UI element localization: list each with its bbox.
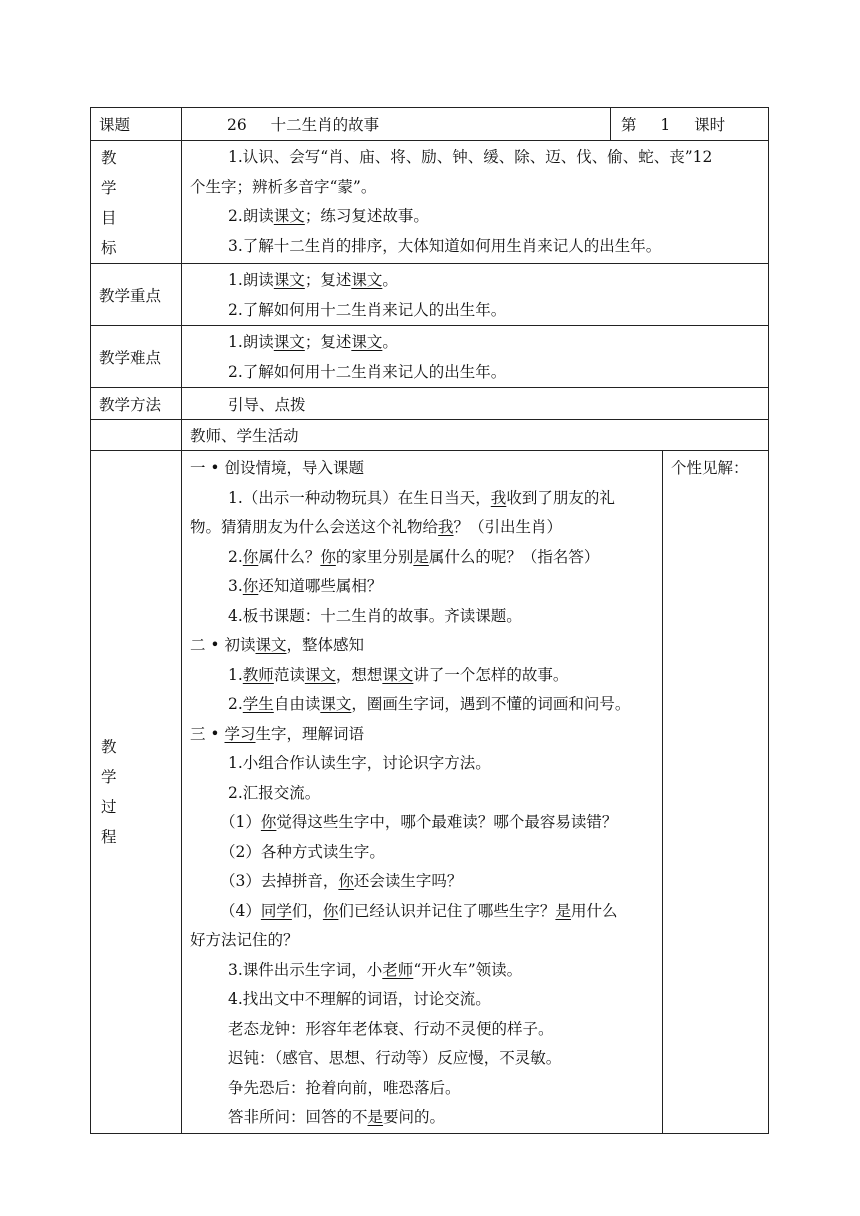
key-points-row — [91, 264, 769, 326]
objectives-row — [91, 141, 769, 264]
objectives-content — [182, 141, 769, 264]
difficulties-content — [182, 326, 769, 388]
s3-line-4: （2）各种方式读生字。 — [220, 842, 385, 861]
methods-row — [91, 388, 769, 420]
activities-header: 教师、学生活动 — [182, 420, 769, 451]
s3-line-1: 1.小组合作认读生字，讨论识字方法。 — [228, 754, 491, 772]
s3-line-8: 3.课件出示生字词，小老师“开火车”领读。 — [228, 960, 523, 979]
methods-label: 教学方法 — [91, 388, 182, 420]
s3-line-13: 答非所问：回答的不是要问的。 — [228, 1108, 446, 1126]
objectives-label: 教 学 目 标 — [91, 141, 182, 264]
section-1-title: 一 • 创设情境，导入课题 — [190, 459, 364, 477]
topic-number: 26 — [227, 116, 247, 134]
s3-line-6: （4）同学们，你们已经认识并记住了哪些生字？是用什么 — [220, 901, 618, 920]
s3-line-11: 迟钝：（感官、思想、行动等）反应慢，不灵敏。 — [228, 1049, 562, 1067]
topic-title: 十二生肖的故事 — [270, 116, 380, 134]
process-content — [182, 451, 663, 1134]
activities-header-row — [91, 420, 769, 451]
s1-line-1: 1.（出示一种动物玩具）在生日当天，我收到了朋友的礼 — [228, 488, 615, 507]
period-cell — [611, 108, 769, 141]
s1-line-2: 物。猜猜朋友为什么会送这个礼物给我？（引出生肖） — [190, 518, 563, 536]
key-point-1: 1.朗读课文；复述课文。 — [228, 271, 398, 289]
objective-1: 1.认识、会写“肖、庙、将、励、钟、缓、除、迈、伐、偷、蛇、丧”12 — [228, 148, 713, 166]
topic-row — [91, 108, 769, 141]
difficulty-2: 2.了解如何用十二生肖来记人的出生年。 — [228, 362, 507, 381]
section-2-title: 二 • 初读课文，整体感知 — [190, 636, 365, 654]
s3-line-7: 好方法记住的？ — [190, 931, 299, 949]
s3-line-2: 2.汇报交流。 — [228, 783, 321, 802]
personal-insight-cell — [663, 451, 769, 1134]
period-suffix: 课时 — [694, 116, 726, 134]
topic-cell — [182, 108, 611, 141]
s3-line-10: 老态龙钟：形容年老体衰、行动不灵便的样子。 — [228, 1019, 554, 1038]
period-number: 1 — [660, 116, 671, 134]
objective-3: 3.了解十二生肖的排序，大体知道如何用生肖来记人的出生年。 — [228, 236, 662, 255]
section-3-title: 三 • 学习生字，理解词语 — [190, 724, 365, 743]
difficulties-row — [91, 326, 769, 388]
objective-1-cont: 个生字；辨析多音字“蒙”。 — [190, 177, 377, 196]
s2-line-2: 2.学生自由读课文，圈画生字词，遇到不懂的词画和问号。 — [228, 695, 631, 713]
methods-value: 引导、点拨 — [182, 388, 769, 420]
process-row — [91, 451, 769, 1134]
lesson-plan-table — [90, 107, 769, 1134]
s3-line-3: （1）你觉得这些生字中，哪个最难读？哪个最容易读错？ — [220, 813, 618, 831]
period-prefix: 第 — [621, 116, 637, 134]
personal-insight-label: 个性见解： — [671, 459, 749, 477]
objective-2: 2.朗读课文；练习复述故事。 — [228, 207, 429, 225]
difficulties-label: 教学难点 — [91, 326, 182, 388]
key-points-label: 教学重点 — [91, 264, 182, 326]
difficulty-1: 1.朗读课文；复述课文。 — [228, 333, 398, 351]
key-point-2: 2.了解如何用十二生肖来记人的出生年。 — [228, 300, 507, 319]
s3-line-9: 4.找出文中不理解的词语，讨论交流。 — [228, 990, 491, 1008]
s3-line-12: 争先恐后：抢着向前，唯恐落后。 — [228, 1078, 461, 1097]
topic-label: 课题 — [91, 108, 182, 141]
s1-line-4: 3.你还知道哪些属相？ — [228, 577, 383, 595]
key-points-content — [182, 264, 769, 326]
process-label: 教 学 过 程 — [91, 451, 182, 1134]
activities-header-empty — [91, 420, 182, 451]
s3-line-5: （3）去掉拼音，你还会读生字吗？ — [220, 872, 463, 890]
s1-line-5: 4.板书课题：十二生肖的故事。齐读课题。 — [228, 606, 522, 625]
s2-line-1: 1.教师范读课文，想想课文讲了一个怎样的故事。 — [228, 665, 569, 684]
s1-line-3: 2.你属什么？你的家里分别是属什么的呢？（指名答） — [228, 547, 600, 566]
